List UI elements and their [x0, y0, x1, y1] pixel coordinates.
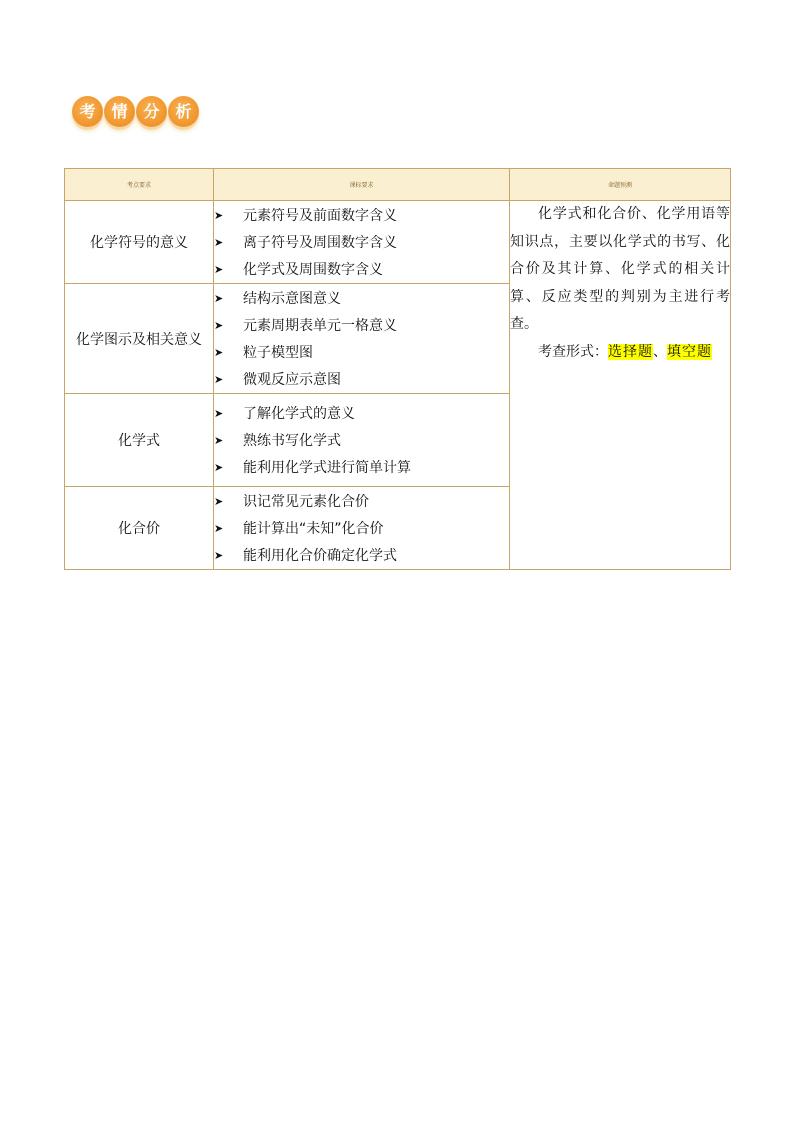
- requirement-text: 粒子模型图: [243, 345, 313, 361]
- arrow-bullet-icon: ➤: [214, 433, 224, 447]
- requirements-cell: [214, 487, 510, 570]
- arrow-bullet-icon: ➤: [214, 345, 224, 359]
- requirement-text: 元素周期表单元一格意义: [243, 318, 397, 334]
- list-item: [214, 400, 509, 427]
- requirement-text: 结构示意图意义: [243, 291, 341, 307]
- requirement-text: 元素符号及前面数字含义: [243, 208, 397, 224]
- badge-char: 考: [72, 96, 103, 127]
- exam-form-choice: 选择题: [608, 343, 653, 360]
- list-item: [214, 229, 509, 256]
- exam-form-fill: 填空题: [667, 343, 712, 360]
- exam-form-separator: 、: [653, 343, 667, 360]
- badge-char: 分: [136, 96, 167, 127]
- badge-char: 情: [104, 96, 135, 127]
- arrow-bullet-icon: ➤: [214, 235, 224, 249]
- exam-form-line: [510, 339, 730, 367]
- arrow-bullet-icon: ➤: [214, 548, 224, 562]
- list-item: [214, 366, 509, 393]
- list-item: [214, 542, 509, 569]
- requirement-text: 能计算出“未知”化合价: [243, 521, 384, 537]
- column-header: 考点要求: [65, 169, 214, 201]
- table-header-row: [65, 169, 731, 201]
- arrow-bullet-icon: ➤: [214, 521, 224, 535]
- requirement-text: 识记常见元素化合价: [243, 494, 369, 510]
- column-header: 课标要求: [214, 169, 510, 201]
- list-item: [214, 339, 509, 366]
- exam-analysis-table: [64, 168, 731, 570]
- arrow-bullet-icon: ➤: [214, 318, 224, 332]
- arrow-bullet-icon: ➤: [214, 494, 224, 508]
- requirements-cell: [214, 394, 510, 487]
- section-title-badges: [72, 96, 199, 127]
- requirement-text: 离子符号及周围数字含义: [243, 235, 397, 251]
- arrow-bullet-icon: ➤: [214, 372, 224, 386]
- requirements-cell: [214, 284, 510, 394]
- arrow-bullet-icon: ➤: [214, 406, 224, 420]
- list-item: [214, 515, 509, 542]
- table-row: [65, 201, 731, 284]
- topic-cell: 化学符号的意义: [65, 201, 214, 284]
- badge-char: 析: [168, 96, 199, 127]
- prediction-text: 化学式和化合价、化学用语等知识点，主要以化学式的书写、化合价及其计算、化学式的相关计算、反应类型的判别为主进行考查。: [510, 206, 730, 332]
- arrow-bullet-icon: ➤: [214, 291, 224, 305]
- arrow-bullet-icon: ➤: [214, 208, 224, 222]
- requirement-text: 熟练书写化学式: [243, 433, 341, 449]
- list-item: [214, 312, 509, 339]
- requirement-text: 能利用化合价确定化学式: [243, 548, 397, 564]
- requirement-text: 化学式及周围数字含义: [243, 262, 383, 278]
- list-item: [214, 454, 509, 481]
- topic-cell: 化学图示及相关意义: [65, 284, 214, 394]
- prediction-cell: [510, 201, 731, 570]
- list-item: [214, 488, 509, 515]
- list-item: [214, 285, 509, 312]
- requirement-text: 微观反应示意图: [243, 372, 341, 388]
- exam-form-label: 考查形式：: [538, 343, 608, 360]
- list-item: [214, 427, 509, 454]
- arrow-bullet-icon: ➤: [214, 262, 224, 276]
- list-item: [214, 256, 509, 283]
- topic-cell: 化合价: [65, 487, 214, 570]
- arrow-bullet-icon: ➤: [214, 460, 224, 474]
- requirements-cell: [214, 201, 510, 284]
- list-item: [214, 202, 509, 229]
- requirement-text: 能利用化学式进行简单计算: [243, 460, 411, 476]
- requirement-text: 了解化学式的意义: [243, 406, 355, 422]
- column-header: 命题预测: [510, 169, 731, 201]
- topic-cell: 化学式: [65, 394, 214, 487]
